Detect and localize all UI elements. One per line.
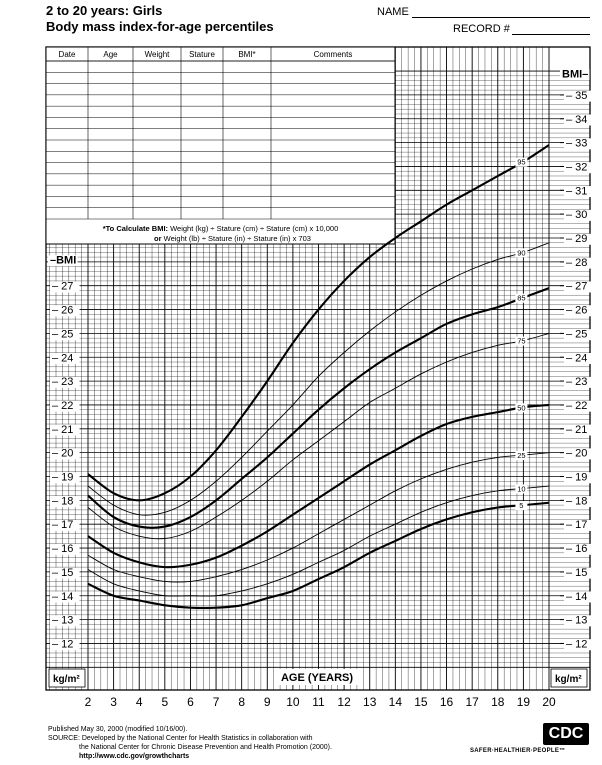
y-tick-label-right: – 25	[566, 328, 588, 341]
curve-label-p5: 5	[519, 501, 524, 511]
x-axis-label: AGE (YEARS)	[280, 672, 354, 684]
y-tick-label-left: – 22	[52, 399, 74, 412]
x-tick-label: 3	[110, 695, 117, 709]
y-tick-label-right: – 23	[566, 376, 588, 389]
y-tick-label-right: – 29	[566, 233, 588, 245]
curve-label-p90: 90	[517, 248, 526, 258]
published-note: Published May 30, 2000 (modified 10/16/00).	[48, 726, 188, 733]
y-tick-label-right: – 30	[566, 209, 588, 222]
unit-label-left: kg/m²	[53, 674, 80, 685]
y-tick-label-right: – 31	[566, 185, 588, 198]
y-tick-label-left: – 15	[52, 566, 74, 579]
x-tick-label: 19	[516, 695, 531, 709]
x-tick-label: 20	[542, 695, 556, 709]
chart-title-line1: 2 to 20 years: Girls	[46, 3, 163, 18]
y-tick-label-right: – 34	[566, 113, 588, 126]
record-field[interactable]	[512, 34, 590, 35]
y-tick-label-right: – 21	[566, 423, 588, 436]
y-tick-label-right: – 33	[566, 137, 588, 150]
y-tick-label-left: – 23	[52, 376, 74, 389]
y-tick-label-right: – 15	[566, 566, 588, 579]
y-tick-label-left: – 12	[52, 638, 74, 651]
x-tick-label: 9	[263, 695, 271, 709]
y-tick-label-left: – 21	[52, 423, 74, 436]
x-tick-label: 7	[212, 695, 220, 709]
bmi-note-line1: *To Calculate BMI: Weight (kg) ÷ Stature (cm) ÷ Stature (cm) x 10,000	[102, 224, 339, 233]
y-tick-label-right: – 26	[566, 304, 588, 317]
footer	[48, 725, 332, 761]
y-tick-label-right: – 18	[566, 495, 588, 508]
y-tick-label-left: – 19	[52, 471, 74, 484]
y-tick-label-left: – 27	[52, 280, 74, 293]
unit-label-right: kg/m²	[555, 674, 582, 685]
y-tick-label-right: – 16	[566, 543, 588, 556]
source-line-2: the National Center for Chronic Disease Prevention and Health Promotion (2000).	[79, 744, 332, 751]
x-tick-label: 17	[465, 695, 479, 709]
name-field[interactable]	[412, 17, 590, 18]
x-tick-label: 15	[414, 695, 428, 709]
cdc-logo: CDC	[543, 723, 589, 745]
y-tick-label-left: – 18	[52, 495, 74, 508]
x-tick-label: 18	[491, 695, 505, 709]
source-line-1: SOURCE: Developed by the National Center for Health Statistics in collaboration with	[48, 735, 313, 742]
source-url[interactable]: http://www.cdc.gov/growthcharts	[79, 753, 190, 760]
y-tick-label-right: – 12	[566, 638, 588, 651]
y-tick-label-right: – 19	[566, 471, 588, 484]
record-label: RECORD #	[453, 23, 510, 35]
bmi-note-line2: or Weight (lb) ÷ Stature (in) ÷ Stature (in) x 703	[154, 234, 311, 243]
record-table	[46, 47, 395, 244]
y-tick-label-left: – 25	[52, 328, 74, 341]
y-tick-label-left: – 14	[52, 590, 74, 603]
chart-title-line2: Body mass index-for-age percentiles	[46, 19, 274, 34]
curve-label-p50: 50	[517, 403, 526, 413]
y-tick-label-left: – 17	[52, 519, 74, 532]
y-tick-label-left: – 13	[52, 614, 74, 627]
x-tick-label: 10	[286, 695, 300, 709]
y-tick-label-left: – 20	[52, 447, 74, 460]
y-tick-label-right: – 22	[566, 399, 588, 412]
ylabel-right: BMI–	[562, 68, 589, 81]
y-tick-label-left: – 24	[52, 352, 74, 365]
x-tick-label: 4	[135, 695, 143, 709]
y-tick-label-right: – 32	[566, 161, 588, 174]
y-tick-label-right: – 24	[566, 352, 588, 365]
y-tick-label-right: – 17	[566, 519, 588, 532]
y-tick-label-right: – 13	[566, 614, 588, 627]
table-box	[46, 47, 395, 244]
curve-label-p95: 95	[517, 157, 526, 167]
table-header-bmi: BMI*	[238, 50, 256, 59]
y-tick-label-left: – 16	[52, 543, 74, 556]
curve-label-p25: 25	[517, 451, 526, 461]
name-label: NAME	[377, 6, 409, 18]
y-tick-label-right: – 35	[566, 89, 588, 102]
y-tick-label-right: – 20	[566, 447, 588, 460]
x-tick-label: 13	[363, 695, 377, 709]
table-header-comments: Comments	[313, 50, 353, 59]
cdc-tagline: SAFER·HEALTHIER·PEOPLE™	[470, 748, 566, 754]
x-tick-label: 11	[312, 695, 325, 709]
x-tick-label: 8	[238, 695, 246, 709]
y-tick-label-right: – 14	[566, 590, 588, 603]
y-tick-label-right: – 27	[566, 280, 588, 293]
x-tick-label: 6	[187, 695, 194, 709]
y-tick-label-right: – 28	[566, 256, 588, 269]
ylabel-left: –BMI	[50, 254, 77, 267]
x-tick-label: 12	[337, 695, 351, 709]
x-tick-label: 2	[84, 695, 92, 709]
x-tick-label: 14	[388, 695, 403, 709]
table-header-stature: Stature	[189, 50, 215, 59]
curve-label-p10: 10	[517, 484, 526, 494]
x-tick-label: 5	[161, 695, 169, 709]
x-tick-label: 16	[439, 695, 454, 709]
table-header-date: Date	[58, 50, 76, 59]
table-header-weight: Weight	[144, 50, 170, 59]
curve-label-p75: 75	[517, 336, 526, 346]
y-tick-label-left: – 26	[52, 304, 74, 317]
table-header-age: Age	[103, 50, 118, 59]
curve-label-p85: 85	[517, 293, 526, 303]
